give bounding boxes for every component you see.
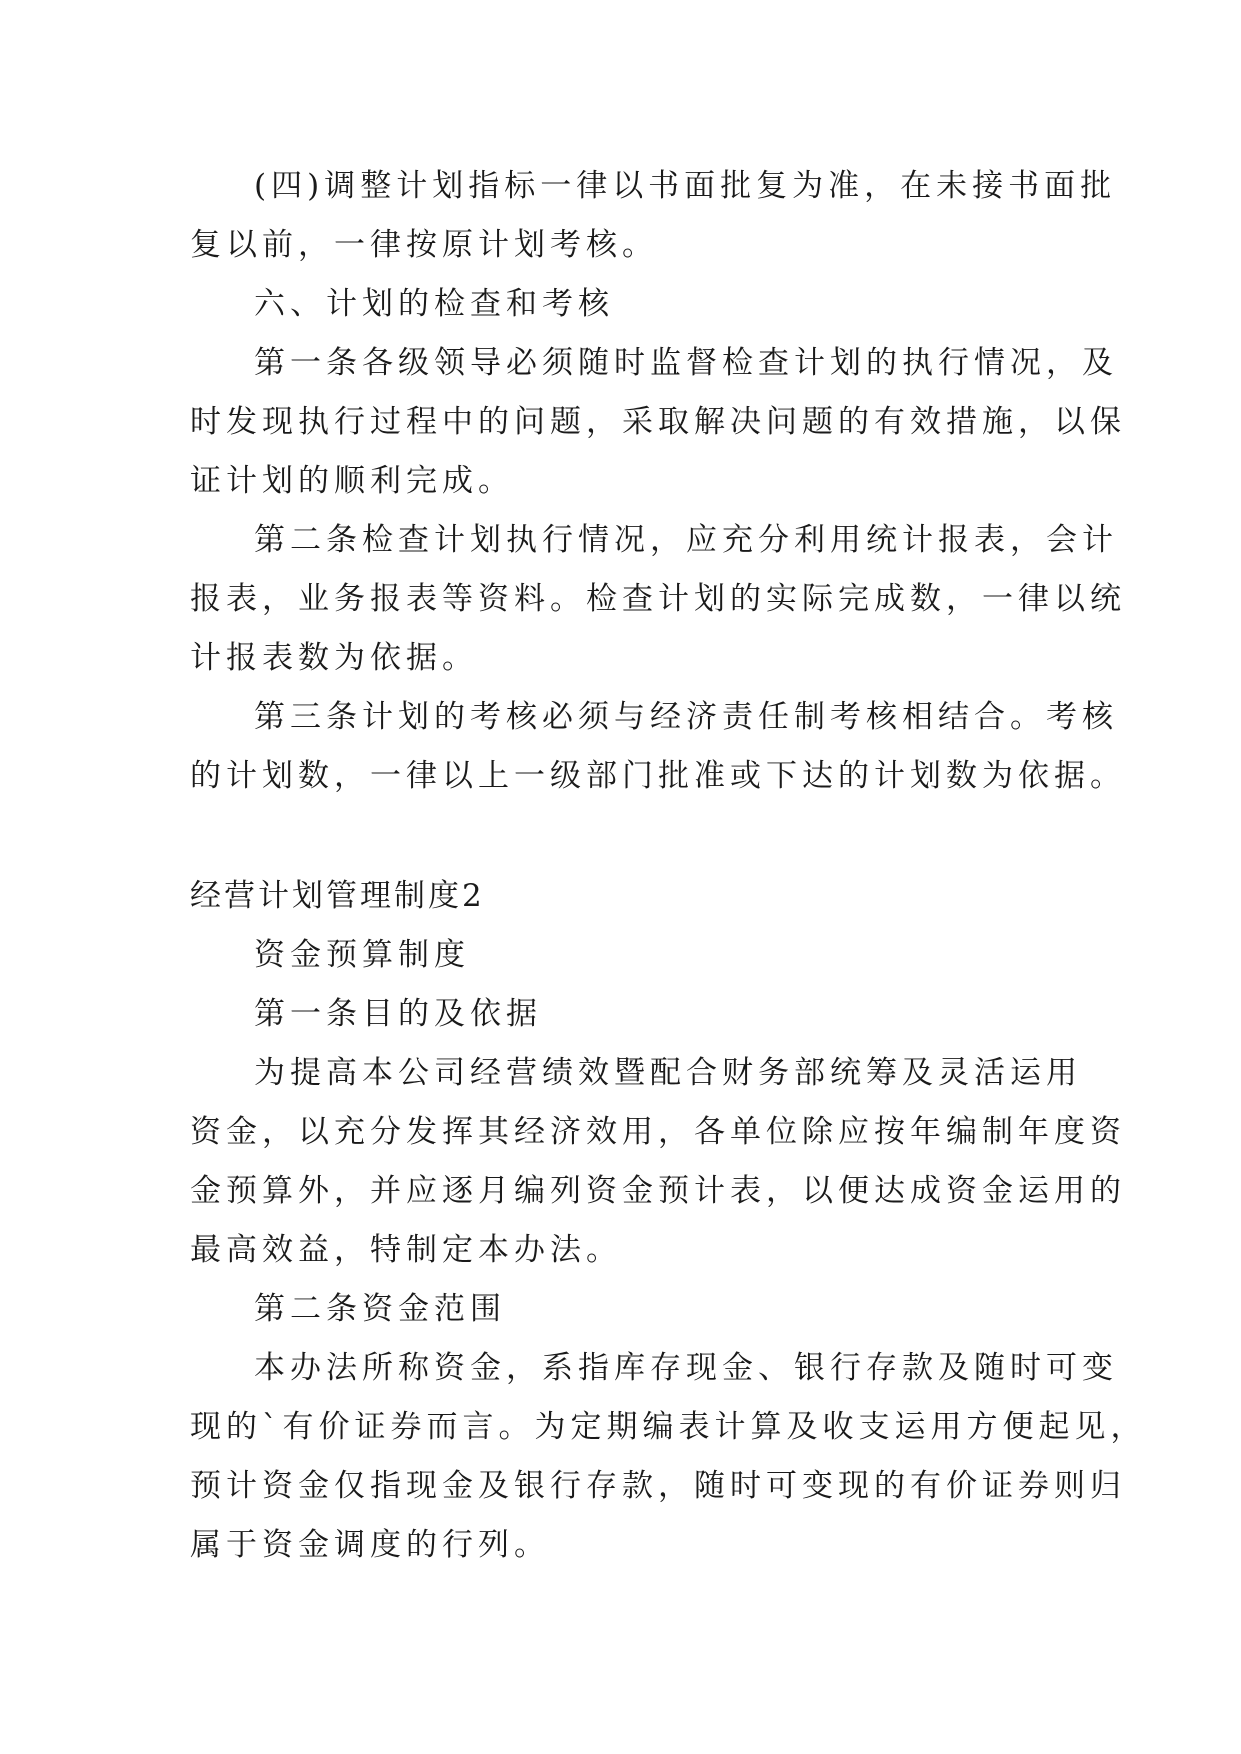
- paragraph-line: 第一条各级领导必须随时监督检查计划的执行情况，及: [254, 345, 1118, 381]
- paragraph-line: 属于资金调度的行列。: [190, 1527, 550, 1563]
- paragraph-line: 的计划数，一律以上一级部门批准或下达的计划数为依据。: [190, 758, 1126, 794]
- paragraph-line: 复以前，一律按原计划考核。: [190, 227, 658, 263]
- paragraph-line: 报表，业务报表等资料。检查计划的实际完成数，一律以统: [190, 581, 1126, 617]
- paragraph-line: 预计资金仅指现金及银行存款，随时可变现的有价证券则归: [190, 1468, 1126, 1504]
- paragraph-line: 资金，以充分发挥其经济效用，各单位除应按年编制年度资: [190, 1114, 1126, 1150]
- paragraph-line: 计报表数为依据。: [190, 640, 478, 676]
- paragraph-line: (四)调整计划指标一律以书面批复为准，在未接书面批: [254, 168, 1117, 204]
- paragraph-line: 现的`有价证券而言。为定期编表计算及收支运用方便起见，: [190, 1409, 1147, 1445]
- article-heading: 第二条资金范围: [254, 1291, 506, 1327]
- paragraph-line: 证计划的顺利完成。: [190, 463, 514, 499]
- section-heading: 六、计划的检查和考核: [254, 286, 614, 322]
- paragraph-line: 金预算外，并应逐月编列资金预计表，以便达成资金运用的: [190, 1173, 1126, 1209]
- paragraph-line: 为提高本公司经营绩效暨配合财务部统筹及灵活运用: [254, 1055, 1082, 1091]
- paragraph-line: 本办法所称资金，系指库存现金、银行存款及随时可变: [254, 1350, 1118, 1386]
- section-heading: 资金预算制度: [254, 937, 470, 973]
- paragraph-line: 第二条检查计划执行情况，应充分利用统计报表，会计: [254, 522, 1118, 558]
- paragraph-line: 第三条计划的考核必须与经济责任制考核相结合。考核: [254, 699, 1118, 735]
- article-heading: 第一条目的及依据: [254, 996, 542, 1032]
- document-title: 经营计划管理制度2: [190, 878, 485, 914]
- paragraph-line: 时发现执行过程中的问题，采取解决问题的有效措施，以保: [190, 404, 1126, 440]
- paragraph-line: 最高效益，特制定本办法。: [190, 1232, 622, 1268]
